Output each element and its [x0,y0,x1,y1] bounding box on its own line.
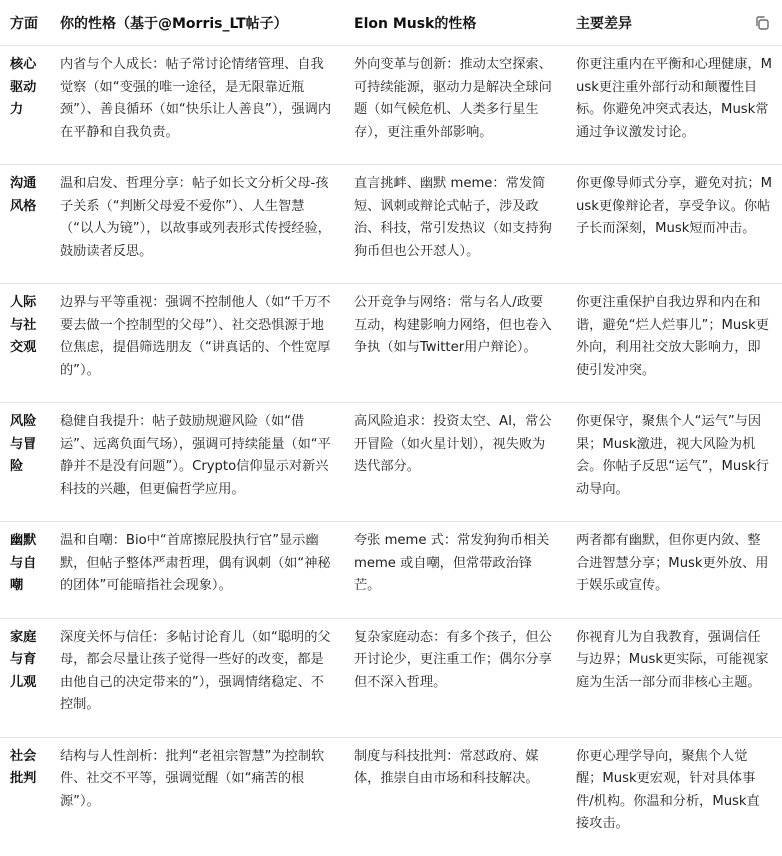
header-aspect: 方面 [0,0,50,46]
table-row [0,46,782,165]
row-you: 边界与平等重视：强调不控制他人（如“千万不要去做一个控制型的父母”）、社交恐惧源于地位焦虑，提倡筛选朋友（“讲真话的、个性宽厚的”）。 [50,284,344,403]
table-row [0,284,782,403]
row-diff: 你更像导师式分享，避免对抗；Musk更像辩论者，享受争议。你帖子长而深刻，Musk短而冲击。 [566,165,782,284]
row-diff: 你更保守，聚焦个人“运气”与因果；Musk激进，视大风险为机会。你帖子反思“运气”，Musk行动导向。 [566,403,782,522]
row-aspect: 幽默与自嘲 [0,522,50,619]
row-musk: 复杂家庭动态：有多个孩子，但公开讨论少，更注重工作；偶尔分享但不深入哲理。 [344,618,566,737]
row-you: 温和自嘲：Bio中“首席擦屁股执行官”显示幽默，但帖子整体严肃哲理，偶有讽刺（如“神秘的团体”可能暗指社会现象）。 [50,522,344,619]
table-row [0,403,782,522]
row-aspect: 核心驱动力 [0,46,50,165]
table-row [0,165,782,284]
table-row [0,618,782,737]
header-musk: Elon Musk的性格 [344,0,566,46]
row-aspect: 沟通风格 [0,165,50,284]
row-musk: 夸张 meme 式：常发狗狗币相关 meme 或自嘲，但常带政治锋芒。 [344,522,566,619]
row-musk: 高风险追求：投资太空、AI，常公开冒险（如火星计划），视失败为迭代部分。 [344,403,566,522]
row-musk: 直言挑衅、幽默 meme：常发简短、讽刺或辩论式帖子，涉及政治、科技，常引发热议（如支持狗狗币但也公开怼人）。 [344,165,566,284]
table-row [0,737,782,856]
table-header-row [0,0,782,46]
row-you: 温和启发、哲理分享：帖子如长文分析父母-孩子关系（“判断父母爱不爱你”）、人生智慧（“以人为镜”），以故事或列表形式传授经验，鼓励读者反思。 [50,165,344,284]
row-diff: 你更心理学导向，聚焦个人觉醒；Musk更宏观，针对具体事件/机构。你温和分析，Musk直接攻击。 [576,748,760,831]
row-diff: 你视育儿为自我教育，强调信任与边界；Musk更实际，可能视家庭为生活一部分而非核心主题。 [566,618,782,737]
header-diff: 主要差异 [566,0,782,46]
header-you: 你的性格（基于@Morris_LT帖子） [50,0,344,46]
row-diff: 两者都有幽默，但你更内敛、整合进智慧分享；Musk更外放、用于娱乐或宣传。 [566,522,782,619]
row-aspect: 社会批判 [10,748,37,786]
row-diff: 你更注重保护自我边界和内在和谐，避免“烂人烂事儿”；Musk更外向，利用社交放大影响力，即使引发冲突。 [566,284,782,403]
row-you: 内省与个人成长：帖子常讨论情绪管理、自我觉察（如“变强的唯一途径，是无限靠近瓶颈”）、善良循环（如“快乐让人善良”），强调内在平静和自我负责。 [50,46,344,165]
row-you: 结构与人性剖析：批判“老祖宗智慧”为控制软件、社交不平等，强调觉醒（如“痛苦的根源”）。 [60,748,325,809]
row-aspect: 家庭与育儿观 [0,618,50,737]
row-you: 稳健自我提升：帖子鼓励规避风险（如“借运”、远离负面气场），强调可持续能量（如“平静并不是没有问题”）。Crypto信仰显示对新兴科技的兴趣，但更偏哲学应用。 [50,403,344,522]
row-musk: 制度与科技批判：常怼政府、媒体，推崇自由市场和科技解决。 [354,748,539,786]
row-you: 深度关怀与信任：多帖讨论育儿（如“聪明的父母，都会尽量让孩子觉得一些好的改变，都是由他自己的决定带来的”），强调情绪稳定、不控制。 [50,618,344,737]
row-musk: 公开竞争与网络：常与名人/政要互动，构建影响力网络，但也卷入争执（如与Twitter用户辩论）。 [344,284,566,403]
row-aspect: 风险与冒险 [0,403,50,522]
row-aspect: 人际与社交观 [0,284,50,403]
row-musk: 外向变革与创新：推动太空探索、可持续能源，驱动力是解决全球问题（如气候危机、人类多行星生存），更注重外部影响。 [344,46,566,165]
table-row [0,522,782,619]
row-diff: 你更注重内在平衡和心理健康，Musk更注重外部行动和颠覆性目标。你避免冲突式表达，Musk常通过争议激发讨论。 [566,46,782,165]
copy-icon[interactable] [754,15,770,31]
